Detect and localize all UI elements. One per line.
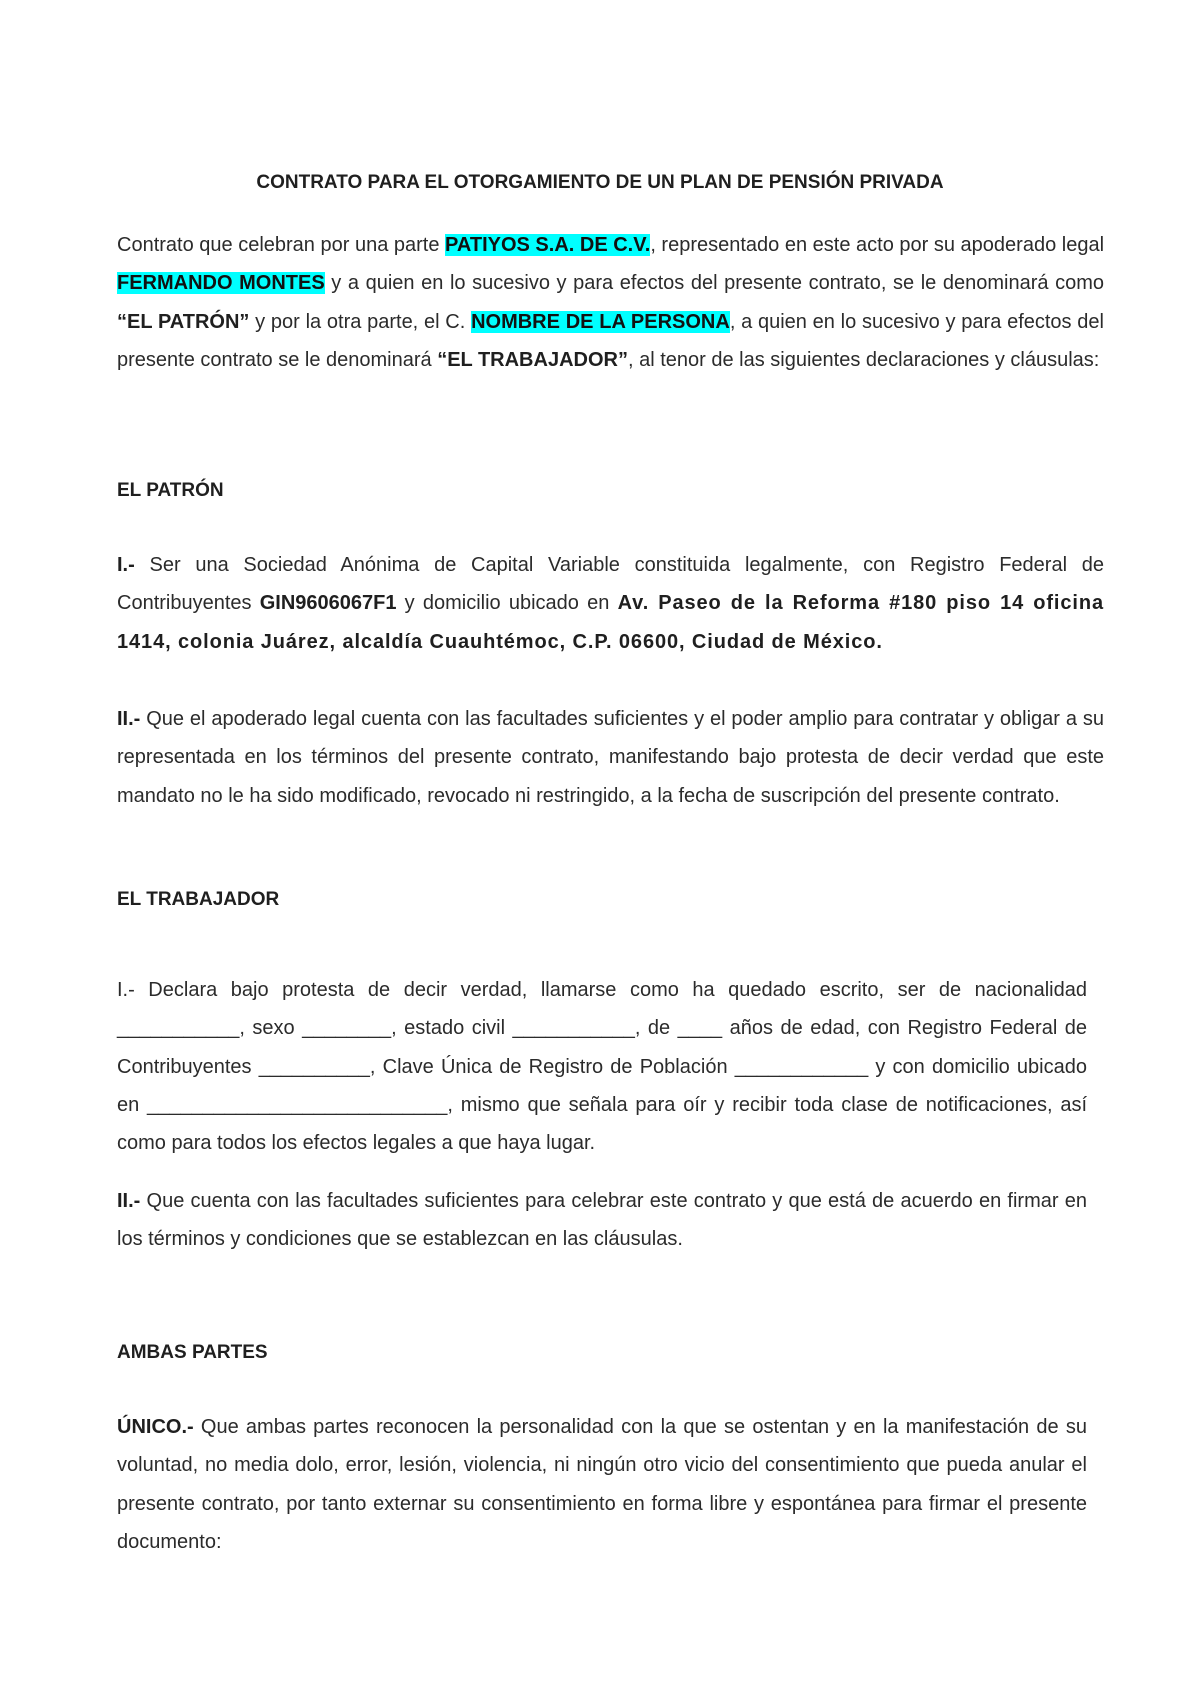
intro-text-2: , representado en este acto por su apoderado legal [650, 234, 1105, 256]
trabajador-ii-label: II.- [117, 1190, 141, 1212]
worker-name-highlight: NOMBRE DE LA PERSONA [471, 310, 730, 333]
patron-alias: “EL PATRÓN” [117, 310, 250, 333]
intro-text-6: , al tenor de las siguientes declaraciones y cláusulas: [627, 348, 1100, 371]
unico-label: ÚNICO.- [117, 1416, 194, 1438]
patron-declaration-i [117, 546, 1104, 661]
representative-name-highlight: FERMANDO MONTES [117, 272, 325, 295]
patron-address: Av. Paseo de la Reforma #180 piso 14 oficina 1414, colonia Juárez, alcaldía Cuauhtémoc, C.P. 06600, Ciudad de México. [117, 592, 1104, 653]
trabajador-declaration-ii [117, 1182, 1087, 1259]
heading-el-patron: EL PATRÓN [117, 480, 224, 501]
intro-paragraph [117, 226, 1104, 379]
intro-text-1: Contrato que celebran por una parte [117, 234, 446, 256]
intro-text-4: y por la otra parte, el C. [249, 310, 472, 333]
patron-declaration-ii [117, 700, 1104, 815]
worker-alias: “EL TRABAJADOR” [437, 348, 628, 371]
trabajador-ii-text: Que cuenta con las facultades suficientes para celebrar este contrato y que está de acuerdo en firmar en los términos y condiciones que se establezcan en las cláusulas. [117, 1190, 1087, 1251]
patron-rfc: GIN9606067F1 [259, 592, 397, 615]
patron-i-text-2: y domicilio ubicado en [396, 592, 618, 615]
intro-text-3: y a quien en lo sucesivo y para efectos del presente contrato, se le denominará como [324, 272, 1104, 295]
company-name-highlight: PATIYOS S.A. DE C.V. [445, 234, 651, 256]
ambas-partes-unico [117, 1408, 1087, 1561]
document-title: CONTRATO PARA EL OTORGAMIENTO DE UN PLAN DE PENSIÓN PRIVADA [256, 172, 944, 193]
intro-text-5: , a quien en lo sucesivo y para efectos del presente contrato se le denominará [117, 310, 1104, 371]
patron-ii-label: II.- [117, 708, 141, 730]
unico-text: Que ambas partes reconocen la personalidad con la que se ostentan y en la manifestación de su voluntad, no media dolo, error, lesión, violencia, ni ningún otro vicio del consentimiento que pueda anular el presente contrato, por tanto externar su consentimiento en forma libre y espontánea para firmar el presente documento: [117, 1416, 1087, 1553]
trabajador-declaration-i: I.- Declara bajo protesta de decir verdad, llamarse como ha quedado escrito, ser de nacionalidad ___________, sexo ________, estado civil ___________, de ____ años de edad, con Registro Federal de Contribuyentes __________, Clave Única de Registro de Población ____________ y con domicilio ubicado en ___________________________, mismo que señala para oír y recibir toda clase de notificaciones, así como para todos los efectos legales a que haya lugar. [117, 979, 1087, 1155]
heading-el-trabajador: EL TRABAJADOR [117, 889, 280, 910]
patron-i-text-1: Ser una Sociedad Anónima de Capital Variable constituida legalmente, con Registro Federal de Contribuyentes [117, 554, 1104, 615]
heading-ambas-partes: AMBAS PARTES [117, 1342, 268, 1363]
patron-i-label: I.- [117, 554, 135, 576]
patron-ii-text: Que el apoderado legal cuenta con las facultades suficientes y el poder amplio para contratar y obligar a su representada en los términos del presente contrato, manifestando bajo protesta de decir verdad que este mandato no le ha sido modificado, revocado ni restringido, a la fecha de suscripción del presente contrato. [117, 708, 1104, 807]
